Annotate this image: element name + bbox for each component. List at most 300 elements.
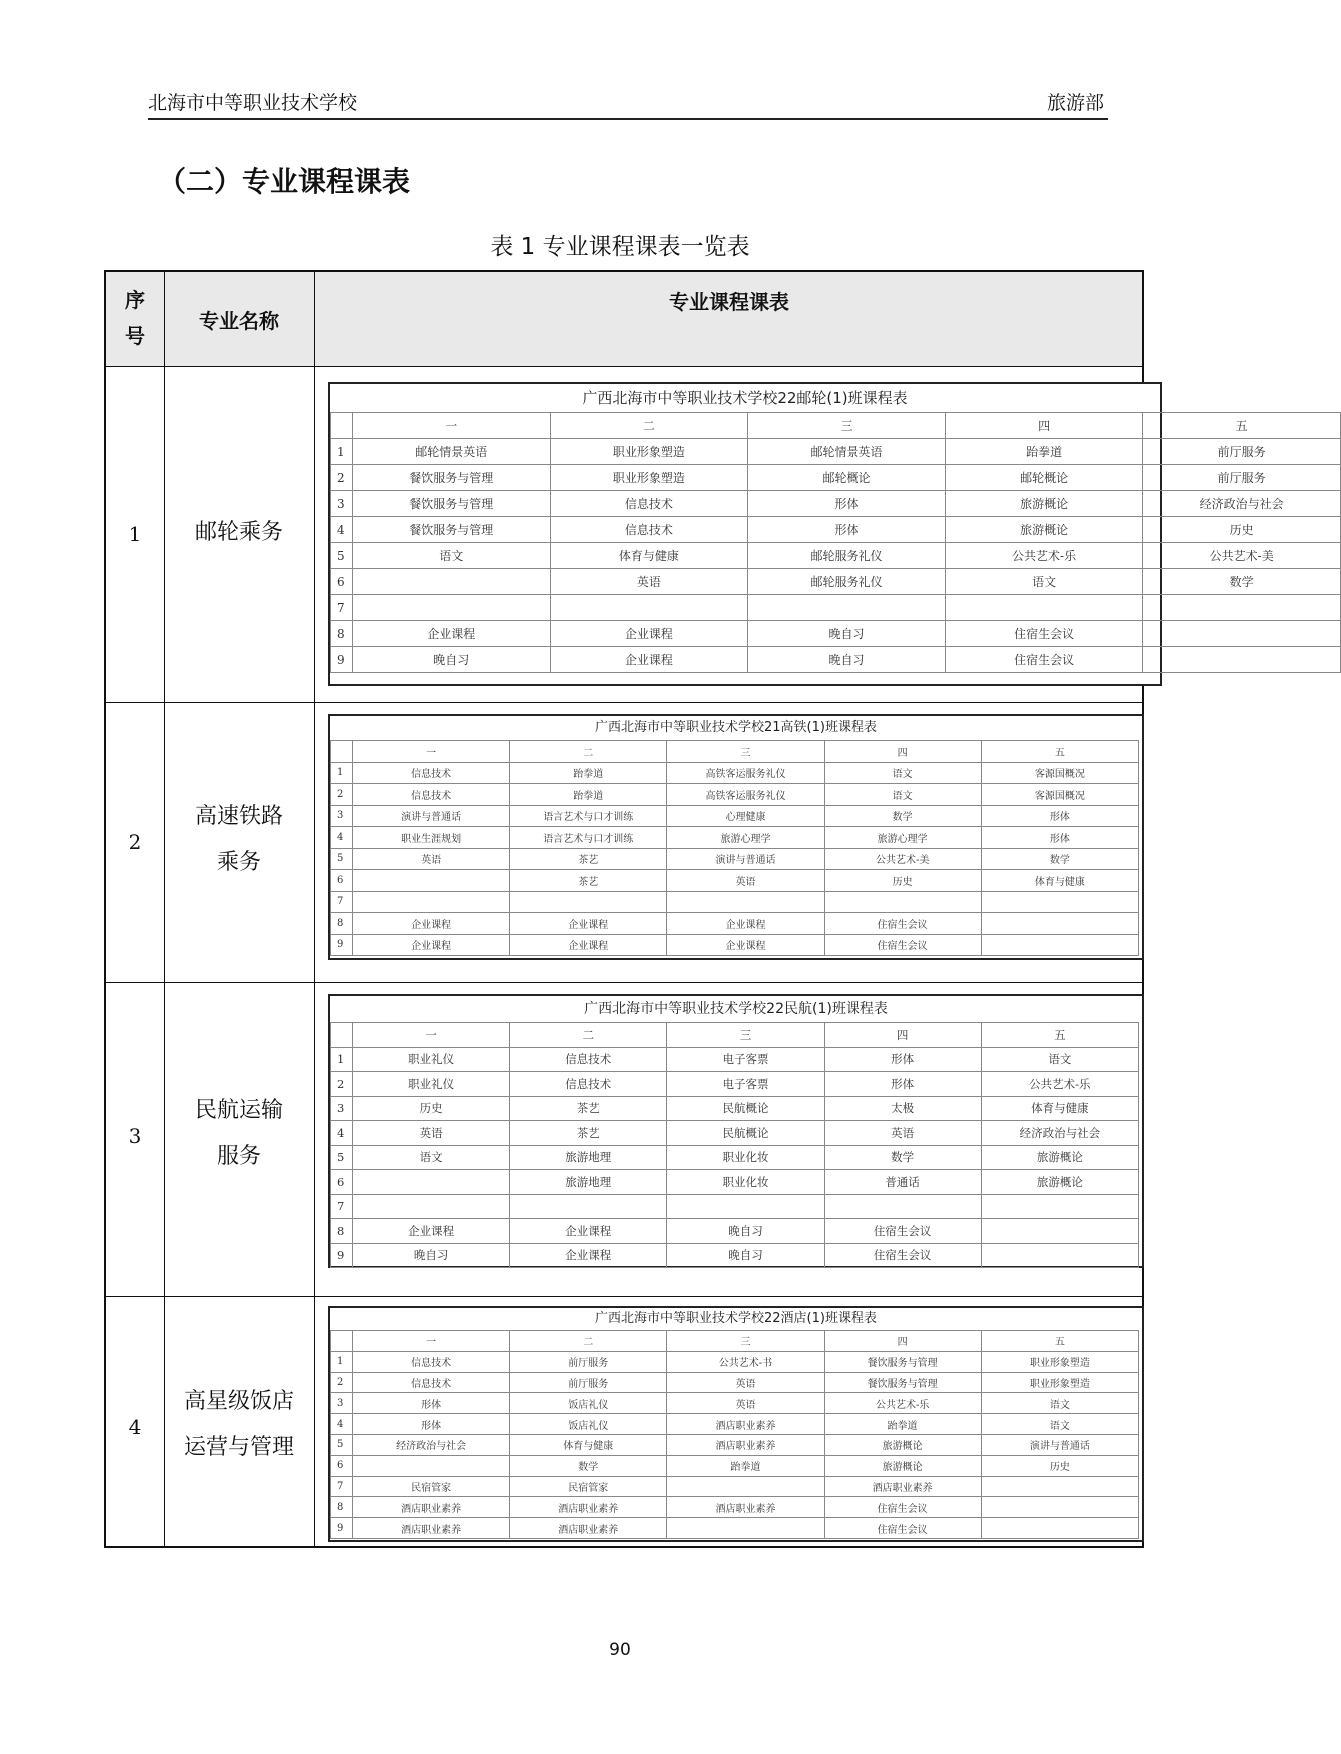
- day-header-cell: 一: [353, 741, 510, 763]
- period-index-cell: 2: [331, 465, 353, 491]
- schedule-day-header: [331, 741, 1139, 763]
- course-cell: 茶艺: [510, 870, 667, 892]
- course-cell: [353, 1170, 510, 1195]
- course-cell: 邮轮情景英语: [353, 439, 551, 465]
- course-cell: 餐饮服务与管理: [824, 1372, 981, 1393]
- course-cell: 数学: [824, 1145, 981, 1170]
- course-cell: 体育与健康: [981, 870, 1138, 892]
- course-cell: 公共艺术-美: [1143, 543, 1341, 569]
- schedule-period-row: [331, 1393, 1139, 1414]
- period-index-cell: 1: [331, 1047, 353, 1072]
- course-cell: 晚自习: [353, 647, 551, 673]
- course-cell: 酒店职业素养: [510, 1518, 667, 1539]
- header-school-name: 北海市中等职业技术学校: [148, 92, 358, 114]
- major-name-line: 运营与管理: [183, 1435, 294, 1460]
- course-cell: 邮轮服务礼仪: [748, 543, 946, 569]
- schedule-day-header: [331, 1331, 1139, 1352]
- row-number: 2: [128, 830, 142, 854]
- course-cell: [981, 1518, 1138, 1539]
- schedule-overview-table: [104, 270, 1284, 1548]
- course-cell: 公共艺术-乐: [981, 1072, 1138, 1097]
- course-cell: 体育与健康: [510, 1434, 667, 1455]
- course-cell: 心理健康: [667, 805, 824, 827]
- day-header-cell: 五: [1143, 413, 1341, 439]
- schedule-period-row: [331, 595, 1341, 621]
- row-divider: [106, 366, 1142, 367]
- course-cell: 公共艺术-乐: [945, 543, 1143, 569]
- course-cell: 演讲与普通话: [981, 1434, 1138, 1455]
- major-name-line: 乘务: [216, 850, 261, 875]
- course-cell: 邮轮概论: [748, 465, 946, 491]
- schedule-period-row: [331, 784, 1139, 806]
- course-cell: 语言艺术与口才训练: [510, 827, 667, 849]
- course-cell: 演讲与普通话: [667, 848, 824, 870]
- course-cell: [748, 595, 946, 621]
- course-cell: 酒店职业素养: [667, 1414, 824, 1435]
- schedule-period-row: [331, 1351, 1139, 1372]
- schedule-period-row: [331, 1170, 1139, 1195]
- day-header-cell: 一: [353, 1331, 510, 1352]
- course-cell: 历史: [981, 1455, 1138, 1476]
- course-cell: 企业课程: [510, 913, 667, 935]
- schedule-period-row: [331, 762, 1139, 784]
- row-divider: [106, 1296, 1142, 1297]
- period-index-cell: 3: [331, 1393, 353, 1414]
- course-cell: 语文: [353, 1145, 510, 1170]
- course-cell: 企业课程: [510, 934, 667, 956]
- course-cell: 公共艺术-书: [667, 1351, 824, 1372]
- course-cell: 企业课程: [667, 913, 824, 935]
- course-cell: 信息技术: [550, 491, 748, 517]
- course-cell: 职业形象塑造: [981, 1351, 1138, 1372]
- day-header-cell: 一: [353, 1023, 510, 1048]
- course-cell: 职业生涯规划: [353, 827, 510, 849]
- major-name-line: 高星级饭店: [183, 1389, 294, 1414]
- course-cell: 饭店礼仪: [510, 1414, 667, 1435]
- period-index-cell: 7: [331, 1194, 353, 1219]
- course-cell: 企业课程: [550, 647, 748, 673]
- schedule-period-row: [331, 1434, 1139, 1455]
- course-cell: 住宿生会议: [945, 621, 1143, 647]
- course-cell: 形体: [353, 1414, 510, 1435]
- corner-cell: [331, 741, 353, 763]
- header-col-no: [106, 282, 164, 354]
- schedule-grid: [330, 1022, 1139, 1268]
- course-cell: [824, 1194, 981, 1219]
- course-cell: 旅游概论: [981, 1145, 1138, 1170]
- course-cell: 晚自习: [667, 1219, 824, 1244]
- schedule-period-row: [331, 1414, 1139, 1435]
- day-header-cell: 二: [510, 741, 667, 763]
- row-divider: [106, 702, 1142, 703]
- course-cell: 信息技术: [550, 517, 748, 543]
- course-cell: [1143, 621, 1341, 647]
- running-header: [148, 86, 1108, 120]
- major-name: [164, 794, 314, 886]
- course-cell: 茶艺: [510, 1121, 667, 1146]
- period-index-cell: 9: [331, 1518, 353, 1539]
- schedule-period-row: [331, 1194, 1139, 1219]
- course-cell: 形体: [824, 1072, 981, 1097]
- day-header-cell: 四: [824, 1023, 981, 1048]
- course-cell: 旅游概论: [945, 517, 1143, 543]
- course-cell: [353, 1455, 510, 1476]
- schedule-grid: [330, 740, 1139, 956]
- day-header-cell: 五: [981, 1331, 1138, 1352]
- course-cell: 语文: [981, 1393, 1138, 1414]
- course-cell: 旅游地理: [510, 1170, 667, 1195]
- course-cell: 前厅服务: [510, 1351, 667, 1372]
- course-cell: 历史: [353, 1096, 510, 1121]
- course-cell: 普通话: [824, 1170, 981, 1195]
- course-cell: 英语: [353, 1121, 510, 1146]
- course-cell: 形体: [981, 827, 1138, 849]
- schedule-grid: [330, 1330, 1139, 1539]
- period-index-cell: 7: [331, 1476, 353, 1497]
- class-schedule: [328, 1306, 1144, 1542]
- course-cell: 茶艺: [510, 1096, 667, 1121]
- course-cell: 企业课程: [510, 1243, 667, 1268]
- day-header-cell: 二: [510, 1331, 667, 1352]
- course-cell: 公共艺术-乐: [824, 1393, 981, 1414]
- schedule-period-row: [331, 491, 1341, 517]
- header-col-no-text: 序号: [125, 288, 145, 348]
- course-cell: 职业形象塑造: [981, 1372, 1138, 1393]
- period-index-cell: 8: [331, 1497, 353, 1518]
- course-cell: 语言艺术与口才训练: [510, 805, 667, 827]
- section-title: （二）专业课程课表: [158, 165, 411, 198]
- corner-cell: [331, 1331, 353, 1352]
- period-index-cell: 9: [331, 647, 353, 673]
- course-cell: 经济政治与社会: [981, 1121, 1138, 1146]
- period-index-cell: 6: [331, 1455, 353, 1476]
- course-cell: 旅游概论: [945, 491, 1143, 517]
- course-cell: 职业形象塑造: [550, 465, 748, 491]
- corner-cell: [331, 413, 353, 439]
- course-cell: 前厅服务: [510, 1372, 667, 1393]
- course-cell: 旅游概论: [981, 1170, 1138, 1195]
- course-cell: 民航概论: [667, 1096, 824, 1121]
- course-cell: 企业课程: [550, 621, 748, 647]
- schedule-period-row: [331, 934, 1139, 956]
- period-index-cell: 4: [331, 827, 353, 849]
- schedule-period-row: [331, 647, 1341, 673]
- course-cell: [981, 1243, 1138, 1268]
- course-cell: 形体: [353, 1393, 510, 1414]
- schedule-period-row: [331, 1047, 1139, 1072]
- schedule-period-row: [331, 1497, 1139, 1518]
- schedule-period-row: [331, 517, 1341, 543]
- major-name-line: 邮轮乘务: [194, 520, 283, 545]
- schedule-title: 广西北海市中等职业技术学校21高铁(1)班课程表: [595, 720, 877, 735]
- day-header-cell: 五: [981, 741, 1138, 763]
- course-cell: 英语: [353, 848, 510, 870]
- course-cell: 演讲与普通话: [353, 805, 510, 827]
- course-cell: 经济政治与社会: [1143, 491, 1341, 517]
- course-cell: 晚自习: [748, 647, 946, 673]
- course-cell: [1143, 647, 1341, 673]
- course-cell: 英语: [667, 1372, 824, 1393]
- period-index-cell: 2: [331, 1072, 353, 1097]
- course-cell: 民航概论: [667, 1121, 824, 1146]
- course-cell: 住宿生会议: [824, 913, 981, 935]
- period-index-cell: 6: [331, 569, 353, 595]
- schedule-period-row: [331, 827, 1139, 849]
- period-index-cell: 4: [331, 517, 353, 543]
- column-divider: [164, 272, 165, 1546]
- major-name: [164, 1088, 314, 1180]
- course-cell: 语文: [824, 762, 981, 784]
- day-header-cell: 四: [945, 413, 1143, 439]
- row-number: 4: [128, 1415, 142, 1439]
- course-cell: 民宿管家: [353, 1476, 510, 1497]
- class-schedule: [328, 994, 1144, 1268]
- course-cell: 跆拳道: [510, 784, 667, 806]
- course-cell: 企业课程: [510, 1219, 667, 1244]
- schedule-period-row: [331, 1455, 1139, 1476]
- day-header-cell: 三: [667, 741, 824, 763]
- schedule-period-row: [331, 1096, 1139, 1121]
- column-divider: [314, 272, 315, 1546]
- course-cell: [353, 1194, 510, 1219]
- course-cell: 邮轮概论: [945, 465, 1143, 491]
- course-cell: [981, 1476, 1138, 1497]
- course-cell: 信息技术: [353, 1372, 510, 1393]
- course-cell: 酒店职业素养: [824, 1476, 981, 1497]
- major-name-line: 民航运输: [194, 1098, 283, 1123]
- course-cell: 历史: [1143, 517, 1341, 543]
- schedule-period-row: [331, 1518, 1139, 1539]
- day-header-cell: 一: [353, 413, 551, 439]
- schedule-period-row: [331, 891, 1139, 913]
- schedule-period-row: [331, 1372, 1139, 1393]
- period-index-cell: 2: [331, 1372, 353, 1393]
- schedule-period-row: [331, 543, 1341, 569]
- course-cell: 语文: [824, 784, 981, 806]
- class-schedule: [328, 714, 1144, 960]
- course-cell: 经济政治与社会: [353, 1434, 510, 1455]
- course-cell: 历史: [824, 870, 981, 892]
- course-cell: 英语: [667, 870, 824, 892]
- schedule-period-row: [331, 913, 1139, 935]
- header-department: 旅游部: [1046, 92, 1104, 114]
- period-index-cell: 3: [331, 491, 353, 517]
- course-cell: 客源国概况: [981, 762, 1138, 784]
- course-cell: 茶艺: [510, 848, 667, 870]
- day-header-cell: 四: [824, 1331, 981, 1352]
- course-cell: 信息技术: [353, 762, 510, 784]
- period-index-cell: 3: [331, 1096, 353, 1121]
- schedule-period-row: [331, 1219, 1139, 1244]
- period-index-cell: 4: [331, 1121, 353, 1146]
- course-cell: 英语: [550, 569, 748, 595]
- course-cell: [353, 595, 551, 621]
- course-cell: [550, 595, 748, 621]
- schedule-title: 广西北海市中等职业技术学校22酒店(1)班课程表: [595, 1311, 877, 1326]
- course-cell: 酒店职业素养: [667, 1434, 824, 1455]
- course-cell: 语文: [981, 1414, 1138, 1435]
- schedule-period-row: [331, 465, 1341, 491]
- course-cell: 信息技术: [353, 784, 510, 806]
- day-header-cell: 二: [510, 1023, 667, 1048]
- table-caption: 表 1 专业课程课表一览表: [490, 234, 750, 260]
- period-index-cell: 4: [331, 1414, 353, 1435]
- course-cell: 形体: [981, 805, 1138, 827]
- course-cell: 形体: [748, 517, 946, 543]
- course-cell: [667, 1518, 824, 1539]
- course-cell: 酒店职业素养: [353, 1497, 510, 1518]
- course-cell: 旅游概论: [824, 1434, 981, 1455]
- period-index-cell: 7: [331, 891, 353, 913]
- course-cell: 酒店职业素养: [353, 1518, 510, 1539]
- period-index-cell: 9: [331, 934, 353, 956]
- course-cell: 企业课程: [667, 934, 824, 956]
- course-cell: 职业礼仪: [353, 1072, 510, 1097]
- schedule-period-row: [331, 621, 1341, 647]
- course-cell: 旅游地理: [510, 1145, 667, 1170]
- period-index-cell: 7: [331, 595, 353, 621]
- course-cell: 太极: [824, 1096, 981, 1121]
- period-index-cell: 5: [331, 1434, 353, 1455]
- course-cell: 企业课程: [353, 913, 510, 935]
- course-cell: 语文: [353, 543, 551, 569]
- row-number: 1: [128, 522, 142, 546]
- course-cell: 跆拳道: [945, 439, 1143, 465]
- course-cell: 企业课程: [353, 934, 510, 956]
- course-cell: 形体: [748, 491, 946, 517]
- schedule-period-row: [331, 805, 1139, 827]
- class-schedule: [328, 382, 1284, 686]
- course-cell: 数学: [981, 848, 1138, 870]
- major-name: [164, 1379, 314, 1471]
- course-cell: [510, 891, 667, 913]
- course-cell: 职业礼仪: [353, 1047, 510, 1072]
- period-index-cell: 9: [331, 1243, 353, 1268]
- course-cell: 数学: [1143, 569, 1341, 595]
- day-header-cell: 二: [550, 413, 748, 439]
- course-cell: 前厅服务: [1143, 439, 1341, 465]
- period-index-cell: 6: [331, 870, 353, 892]
- course-cell: 旅游概论: [824, 1455, 981, 1476]
- schedule-grid: [330, 412, 1341, 673]
- period-index-cell: 1: [331, 1351, 353, 1372]
- course-cell: 饭店礼仪: [510, 1393, 667, 1414]
- course-cell: 电子客票: [667, 1072, 824, 1097]
- course-cell: 高铁客运服务礼仪: [667, 762, 824, 784]
- page-number: 90: [609, 1640, 631, 1660]
- course-cell: 职业形象塑造: [550, 439, 748, 465]
- period-index-cell: 8: [331, 1219, 353, 1244]
- period-index-cell: 5: [331, 1145, 353, 1170]
- major-name-line: 服务: [216, 1144, 261, 1169]
- course-cell: 酒店职业素养: [667, 1497, 824, 1518]
- course-cell: 企业课程: [353, 621, 551, 647]
- period-index-cell: 6: [331, 1170, 353, 1195]
- course-cell: [667, 1476, 824, 1497]
- course-cell: 信息技术: [353, 1351, 510, 1372]
- course-cell: 跆拳道: [510, 762, 667, 784]
- course-cell: [1143, 595, 1341, 621]
- schedule-period-row: [331, 1145, 1139, 1170]
- schedule-day-header: [331, 1023, 1139, 1048]
- period-index-cell: 1: [331, 762, 353, 784]
- course-cell: 住宿生会议: [824, 934, 981, 956]
- course-cell: [981, 913, 1138, 935]
- course-cell: 住宿生会议: [824, 1219, 981, 1244]
- period-index-cell: 5: [331, 848, 353, 870]
- schedule-period-row: [331, 439, 1341, 465]
- period-index-cell: 5: [331, 543, 353, 569]
- course-cell: [667, 891, 824, 913]
- period-index-cell: 3: [331, 805, 353, 827]
- course-cell: 住宿生会议: [824, 1497, 981, 1518]
- course-cell: 邮轮服务礼仪: [748, 569, 946, 595]
- course-cell: 晚自习: [748, 621, 946, 647]
- course-cell: 职业化妆: [667, 1170, 824, 1195]
- course-cell: 数学: [824, 805, 981, 827]
- course-cell: 高铁客运服务礼仪: [667, 784, 824, 806]
- course-cell: 餐饮服务与管理: [824, 1351, 981, 1372]
- course-cell: 英语: [667, 1393, 824, 1414]
- schedule-period-row: [331, 1243, 1139, 1268]
- schedule-period-row: [331, 848, 1139, 870]
- day-header-cell: 五: [981, 1023, 1138, 1048]
- major-name-line: 高速铁路: [194, 804, 283, 829]
- course-cell: 旅游心理学: [667, 827, 824, 849]
- course-cell: 跆拳道: [824, 1414, 981, 1435]
- schedule-period-row: [331, 569, 1341, 595]
- course-cell: [353, 870, 510, 892]
- schedule-period-row: [331, 1121, 1139, 1146]
- course-cell: 住宿生会议: [824, 1518, 981, 1539]
- course-cell: [981, 1497, 1138, 1518]
- course-cell: 形体: [824, 1047, 981, 1072]
- course-cell: 数学: [510, 1455, 667, 1476]
- course-cell: 客源国概况: [981, 784, 1138, 806]
- course-cell: [981, 934, 1138, 956]
- corner-cell: [331, 1023, 353, 1048]
- course-cell: 住宿生会议: [945, 647, 1143, 673]
- course-cell: 英语: [824, 1121, 981, 1146]
- course-cell: [981, 1219, 1138, 1244]
- day-header-cell: 三: [667, 1023, 824, 1048]
- course-cell: 民宿管家: [510, 1476, 667, 1497]
- schedule-title: 广西北海市中等职业技术学校22民航(1)班课程表: [584, 1001, 888, 1017]
- header-col-major: 专业名称: [199, 309, 279, 333]
- course-cell: 前厅服务: [1143, 465, 1341, 491]
- course-cell: 语文: [945, 569, 1143, 595]
- course-cell: 餐饮服务与管理: [353, 517, 551, 543]
- course-cell: [510, 1194, 667, 1219]
- course-cell: 跆拳道: [667, 1455, 824, 1476]
- period-index-cell: 8: [331, 913, 353, 935]
- period-index-cell: 1: [331, 439, 353, 465]
- course-cell: 电子客票: [667, 1047, 824, 1072]
- day-header-cell: 三: [667, 1331, 824, 1352]
- course-cell: [667, 1194, 824, 1219]
- course-cell: 体育与健康: [981, 1096, 1138, 1121]
- course-cell: [981, 1194, 1138, 1219]
- course-cell: 旅游心理学: [824, 827, 981, 849]
- day-header-cell: 三: [748, 413, 946, 439]
- course-cell: [824, 891, 981, 913]
- course-cell: 职业化妆: [667, 1145, 824, 1170]
- course-cell: 餐饮服务与管理: [353, 491, 551, 517]
- course-cell: 体育与健康: [550, 543, 748, 569]
- course-cell: 信息技术: [510, 1072, 667, 1097]
- row-divider: [106, 982, 1142, 983]
- course-cell: 住宿生会议: [824, 1243, 981, 1268]
